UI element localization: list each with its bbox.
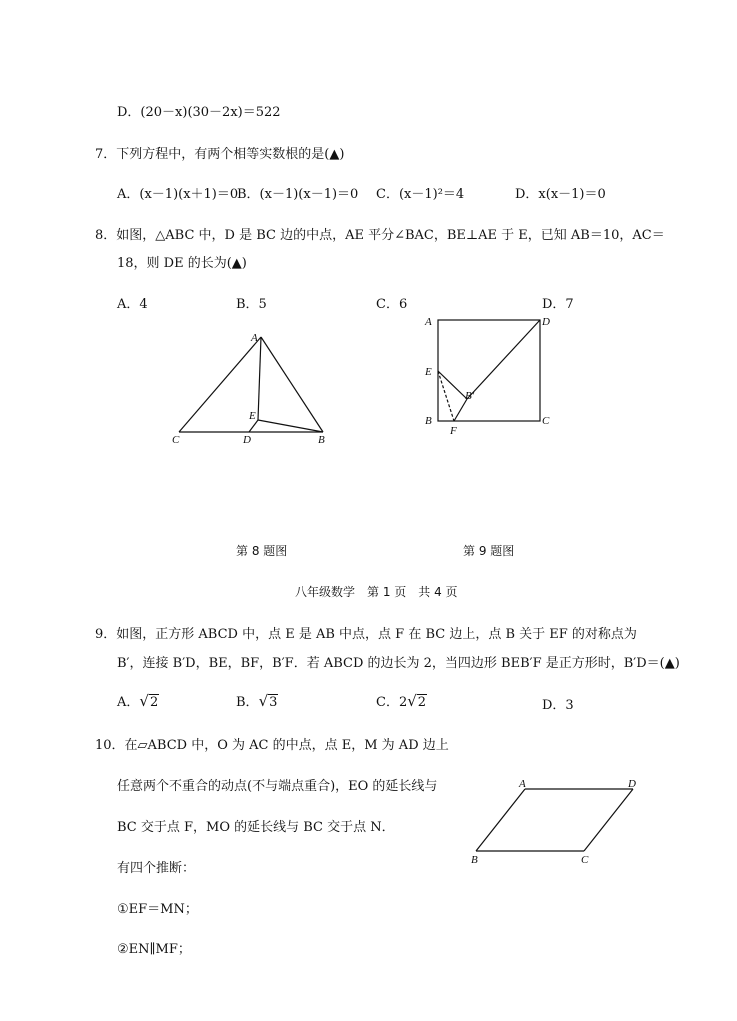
q8-option-d: D．7	[542, 297, 574, 312]
fig9-label-d: D	[542, 316, 550, 328]
q10-stem-line4: 有四个推断：	[117, 861, 196, 876]
figure-8-triangle	[165, 325, 340, 450]
page-footer: 八年级数学 第 1 页 共 4 页	[295, 585, 458, 599]
fig9-label-f: F	[450, 425, 457, 437]
q8-stem-line2: 18，则 DE 的长为(▲)	[117, 256, 247, 271]
fig9-label-a: A	[425, 316, 432, 328]
q7-option-a: A．(x－1)(x＋1)＝0	[117, 187, 239, 202]
q9-stem-line2: B′，连接 B′D，BE，BF，B′F．若 ABCD 的边长为 2，当四边形 BEB′F 是正方形时，B′D＝(▲)	[117, 656, 680, 671]
q10-stem-line2: 任意两个不重合的动点(不与端点重合)，EO 的延长线与	[117, 779, 438, 794]
figure-10-parallelogram	[465, 773, 650, 868]
fig8-label-a: A	[251, 332, 258, 344]
figure-9-caption: 第 9 题图	[463, 544, 515, 558]
fig9-label-b: B	[425, 415, 432, 427]
fig9-label-c: C	[542, 415, 550, 427]
q9-option-a-prefix: A．	[117, 695, 140, 710]
sqrt-symbol: √	[407, 692, 417, 710]
q9-option-c	[376, 691, 427, 710]
fig10-label-b: B	[471, 854, 478, 866]
q8-option-a: A．4	[117, 297, 148, 312]
q9-option-c-radicand: 2	[417, 695, 427, 710]
fig8-label-e: E	[249, 410, 256, 422]
q9-option-b	[236, 691, 278, 710]
fig10-label-d: D	[628, 778, 636, 790]
q9-option-b-radicand: 3	[269, 695, 278, 710]
fig9-label-e: E	[425, 366, 432, 378]
q7-option-c: C．(x－1)²＝4	[376, 187, 465, 202]
q9-stem-line1: 9．如图，正方形 ABCD 中，点 E 是 AB 中点，点 F 在 BC 边上，点 B 关于 EF 的对称点为	[95, 627, 637, 642]
fig8-label-d: D	[243, 434, 251, 446]
q10-stem-line1: 10．在▱ABCD 中，O 为 AC 的中点，点 E，M 为 AD 边上	[95, 738, 449, 753]
sqrt-symbol: √	[258, 692, 269, 710]
q8-stem-line1: 8．如图，△ABC 中，D 是 BC 边的中点，AE 平分∠BAC，BE⊥AE 于 E，已知 AB＝10，AC＝	[95, 228, 665, 243]
fig8-label-b: B	[318, 434, 325, 446]
q9-option-a	[117, 691, 159, 710]
q7-option-d: D．x(x－1)＝0	[515, 187, 606, 202]
q9-option-b-prefix: B．	[236, 695, 259, 710]
q9-option-a-radicand: 2	[149, 695, 159, 710]
fig8-label-c: C	[172, 434, 180, 446]
q10-stem-line3: BC 交于点 F，MO 的延长线与 BC 交于点 N．	[117, 820, 395, 835]
figure-9-square	[420, 310, 560, 440]
q7-stem: 7．下列方程中，有两个相等实数根的是(▲)	[95, 147, 345, 162]
q8-option-b: B．5	[236, 297, 267, 312]
q10-inference-2: ②EN∥MF；	[117, 942, 191, 957]
q10-inference-1: ①EF＝MN；	[117, 902, 198, 917]
q8-option-c: C．6	[376, 297, 408, 312]
fig10-label-c: C	[581, 854, 589, 866]
sqrt-symbol: √	[139, 692, 149, 710]
q9-option-c-prefix: C．2	[376, 695, 408, 710]
fig9-label-b-prime: B′	[465, 390, 475, 402]
figure-8-caption: 第 8 题图	[236, 544, 288, 558]
q7-option-b: B．(x－1)(x－1)＝0	[237, 187, 359, 202]
fig10-label-a: A	[519, 778, 526, 790]
q6-option-d: D．(20－x)(30－2x)＝522	[117, 105, 281, 120]
q9-option-d: D．3	[542, 698, 574, 713]
